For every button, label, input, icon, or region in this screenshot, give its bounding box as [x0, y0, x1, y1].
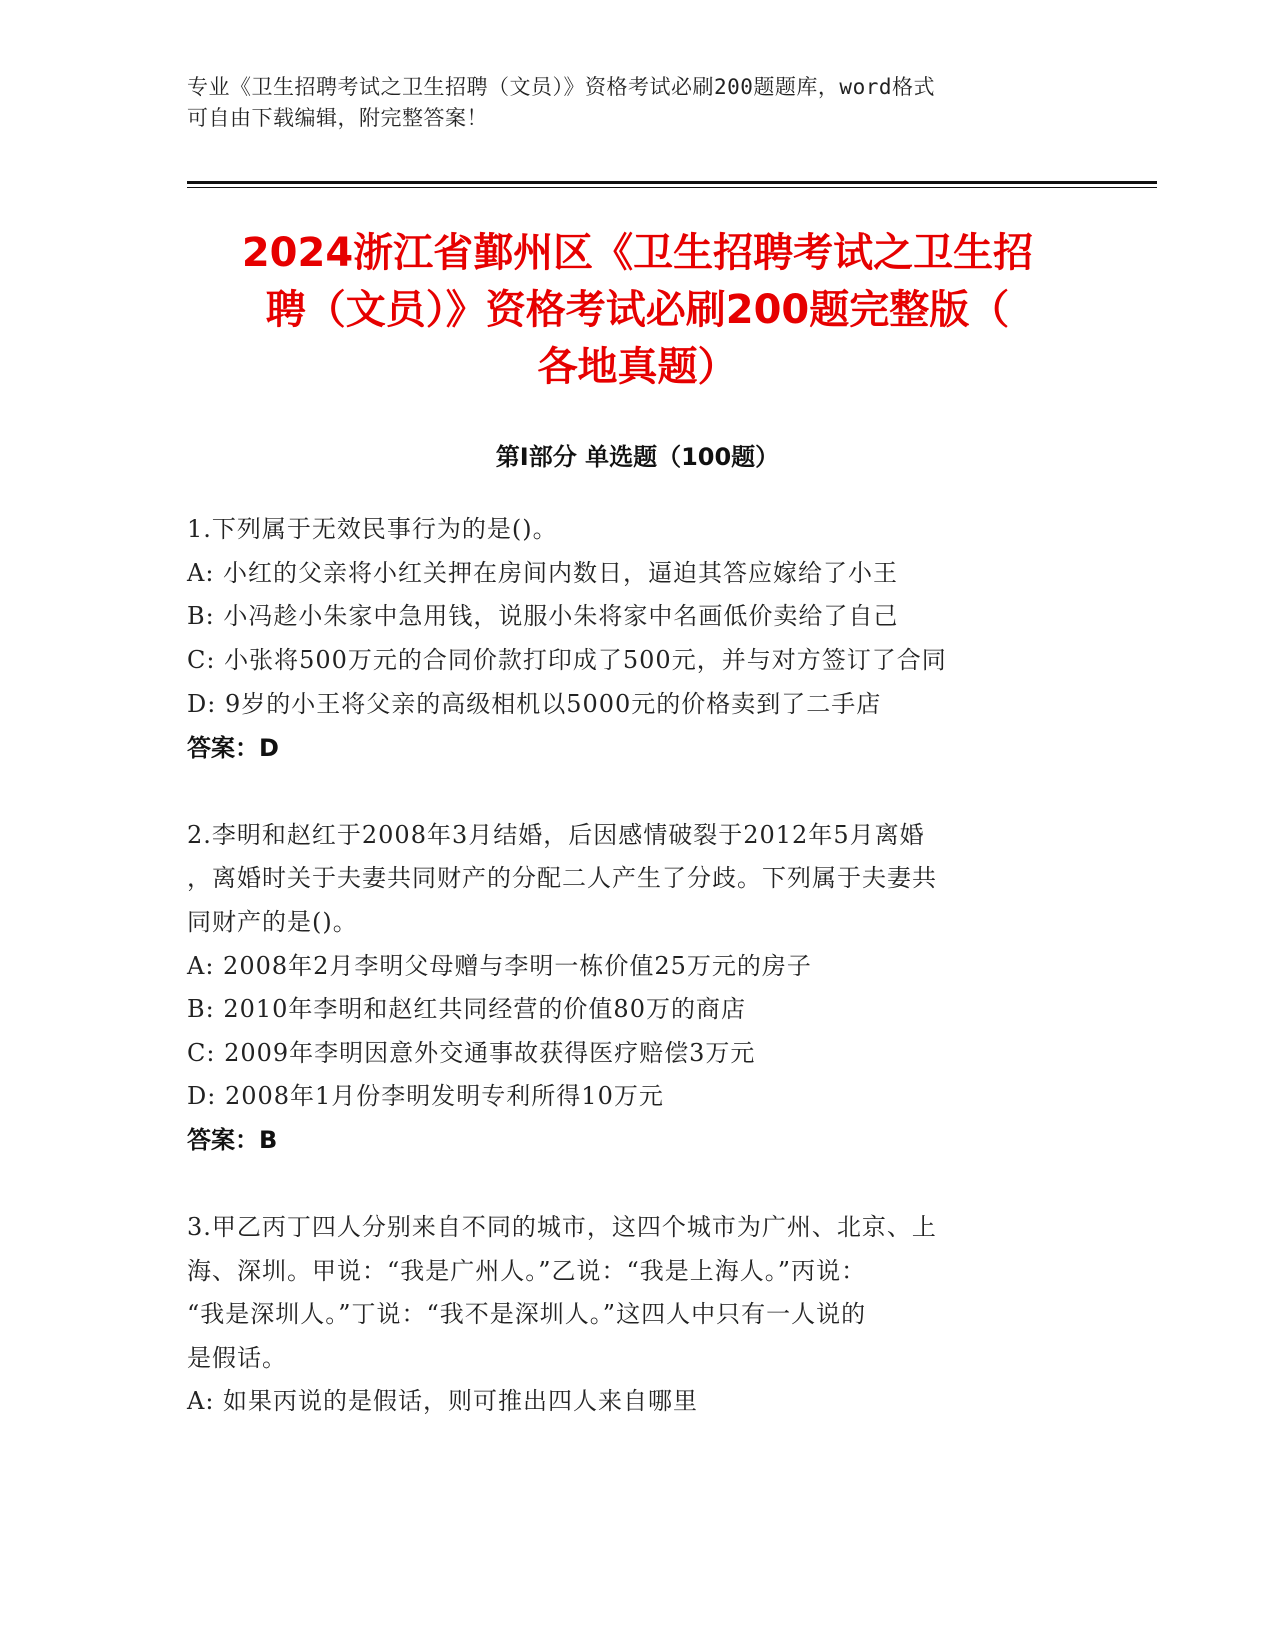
title-line: 各地真题） — [537, 344, 738, 390]
option-d: D: 2008年1月份李明发明专利所得10万元 — [187, 1082, 664, 1110]
question-stem: 3.甲乙丙丁四人分别来自不同的城市，这四个城市为广州、北京、上 — [187, 1213, 937, 1241]
answer-1: 答案：D — [187, 734, 279, 762]
option-a: A: 小红的父亲将小红关押在房间内数日，逼迫其答应嫁给了小王 — [187, 559, 899, 587]
option-c: C: 小张将500万元的合同价款打印成了500元，并与对方签订了合同 — [187, 646, 947, 674]
header-divider-thin — [187, 187, 1157, 188]
question-stem: 海、深圳。甲说：“我是广州人。”乙说：“我是上海人。”丙说： — [187, 1257, 867, 1285]
question-stem: 2.李明和赵红于2008年3月结婚，后因感情破裂于2012年5月离婚 — [187, 821, 925, 849]
title-line: 聘（文员）》资格考试必刷200题完整版（ — [265, 287, 1010, 333]
option-c: C: 2009年李明因意外交通事故获得医疗赔偿3万元 — [187, 1039, 756, 1067]
title-line: 2024浙江省鄞州区《卫生招聘考试之卫生招 — [241, 230, 1034, 276]
header-note-line: 专业《卫生招聘考试之卫生招聘（文员）》资格考试必刷200题题库，word格式 — [187, 75, 935, 99]
question-stem: ，离婚时关于夫妻共同财产的分配二人产生了分歧。下列属于夫妻共 — [187, 864, 937, 892]
question-stem: 1.下列属于无效民事行为的是()。 — [187, 515, 558, 543]
option-b: B: 小冯趁小朱家中急用钱，说服小朱将家中名画低价卖给了自己 — [187, 602, 899, 630]
question-stem: 是假话。 — [187, 1344, 287, 1372]
section-heading: 第Ⅰ部分 单选题（100题） — [495, 443, 780, 471]
question-stem: 同财产的是()。 — [187, 908, 358, 936]
header-note — [187, 72, 1067, 134]
document-title — [140, 225, 1135, 396]
option-b: B: 2010年李明和赵红共同经营的价值80万的商店 — [187, 995, 746, 1023]
answer-2: 答案：B — [187, 1126, 278, 1154]
header-divider-thick — [187, 181, 1157, 184]
header-note-line: 可自由下载编辑，附完整答案！ — [187, 106, 488, 130]
option-a: A: 2008年2月李明父母赠与李明一栋价值25万元的房子 — [187, 952, 812, 980]
option-a: A: 如果丙说的是假话，则可推出四人来自哪里 — [187, 1387, 699, 1415]
question-stem: “我是深圳人。”丁说：“我不是深圳人。”这四人中只有一人说的 — [187, 1300, 867, 1328]
option-d: D: 9岁的小王将父亲的高级相机以5000元的价格卖到了二手店 — [187, 690, 882, 718]
